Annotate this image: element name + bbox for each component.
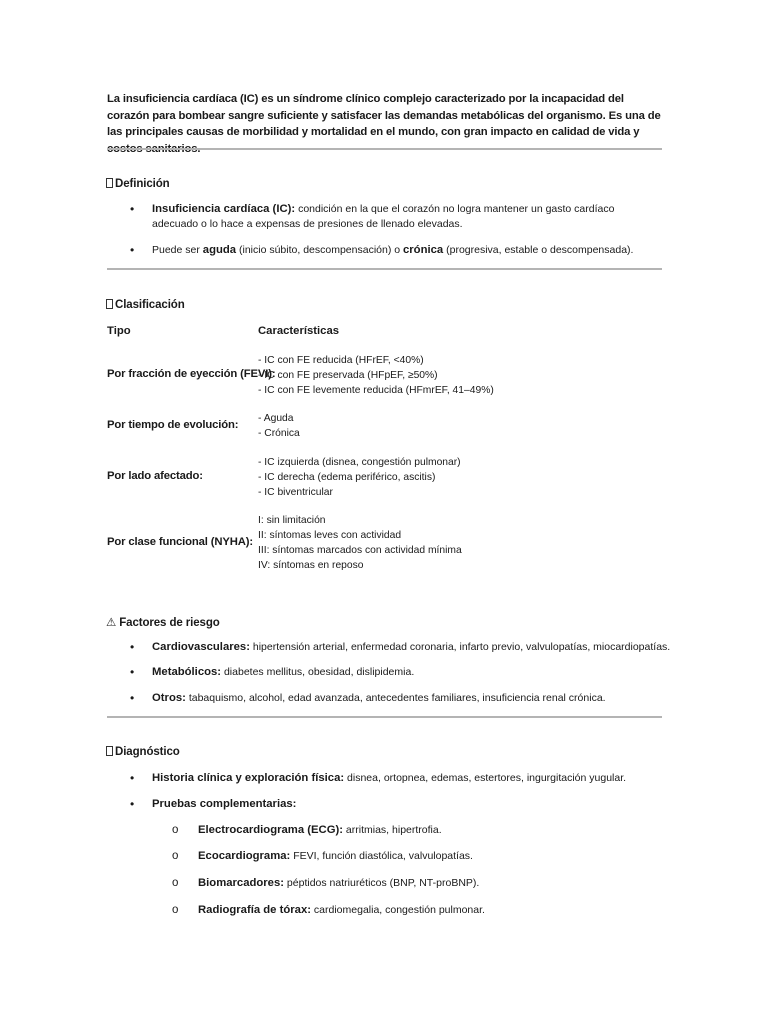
table-row-tipo: Por tiempo de evolución: bbox=[107, 419, 239, 431]
table-row-tipo: Por clase funcional (NYHA): bbox=[107, 536, 253, 548]
section-heading-factores: ⚠ Factores de riesgo bbox=[106, 617, 220, 629]
table-row-tipo: Por fracción de eyección (FEVI): bbox=[107, 368, 276, 380]
divider bbox=[107, 148, 662, 150]
circle-bullet-icon: o bbox=[172, 850, 179, 862]
missing-glyph-icon bbox=[106, 299, 113, 309]
section-heading-definicion: Definición bbox=[106, 178, 170, 190]
section-heading-clasificacion: Clasificación bbox=[106, 299, 185, 311]
section-heading-diagnostico: Diagnóstico bbox=[106, 746, 180, 758]
circle-bullet-icon: o bbox=[172, 824, 179, 836]
table-row-tipo: Por lado afectado: bbox=[107, 470, 203, 482]
bullet-icon: • bbox=[130, 665, 135, 679]
intro-paragraph: La insuficiencia cardíaca (IC) es un síndrome clínico complejo caracterizado por la incapacidad del corazón para bombear sangre suficiente y satisfacer las demandas metabólicas del organismo. Es una de las principales causas de morbilidad y mortalidad en el mundo, con gran impacto en calidad de vida y costos sanitarios. bbox=[107, 93, 661, 155]
missing-glyph-icon bbox=[106, 178, 113, 188]
bullet-icon: • bbox=[130, 640, 135, 654]
table-row-caracteristicas: I: sin limitación II: síntomas leves con actividad III: síntomas marcados con actividad mínima IV: síntomas en reposo bbox=[258, 515, 462, 571]
table-row-caracteristicas: - IC izquierda (disnea, congestión pulmonar) - IC derecha (edema periférico, ascitis) - IC biventricular bbox=[258, 457, 461, 498]
bullet-icon: • bbox=[130, 797, 135, 811]
bullet-icon: • bbox=[130, 243, 135, 257]
table-header-tipo: Tipo bbox=[107, 325, 131, 337]
bullet-icon: • bbox=[130, 691, 135, 705]
missing-glyph-icon bbox=[106, 746, 113, 756]
table-row-caracteristicas: - Aguda - Crónica bbox=[258, 413, 300, 439]
circle-bullet-icon: o bbox=[172, 877, 179, 889]
table-header-caracteristicas: Características bbox=[258, 325, 340, 337]
divider bbox=[107, 716, 662, 718]
table-row-caracteristicas: - IC con FE reducida (HFrEF, <40%) - IC con FE preservada (HFpEF, ≥50%) - IC con FE levemente reducida (HFmrEF, 41–49%) bbox=[258, 355, 494, 396]
bullet-icon: • bbox=[130, 202, 135, 216]
document-page: La insuficiencia cardíaca (IC) es un síndrome clínico complejo caracterizado por la incapacidad del corazón para bombear sangre suficiente y satisfacer las demandas metabólicas del organismo. Es una de las principales causas de morbilidad y mortalidad en el mundo, con gran impacto en calidad de vida y costos sanitarios. Definición • Insuficiencia cardíaca (IC): condición en la que el corazón no logra mantener un gasto cardíaco adecuado o lo hace a expensas de presiones de llenado elevadas. • Puede ser aguda (inicio súbito, descompensación) o crónica (progresiva, estable o descompensada). Clasificación Tipo Características Por fracción de eyección (FEVI): - IC con FE reducida (HFrEF, <40%) - IC con FE preservada (HFpEF, ≥50%) - IC con FE levemente reducida (HFmrEF, 41–49%) Por tiempo de evolución: - Aguda - Crónica Por lado afectado: - IC izquierda (disnea, congestión pulmonar) - IC derecha (edema periférico, ascitis) - IC biventricular Por clase funcional (NYHA): I: sin limitación II: síntomas leves con actividad III: síntomas marcados con actividad mínima IV: síntomas en reposo ⚠ Factores de riesgo • Cardiovasculares: hipertensión arterial, enfermedad coronaria, infarto previo, valvulopatías, miocardiopatías. • Metabólicos: diabetes mellitus, obesidad, dislipidemia. • Otros: tabaquismo, alcohol, edad avanzada, antecedentes familiares, insuficiencia renal crónica. Diagnóstico • Historia clínica y exploración física: disnea, ortopnea, edemas, estertores, ingurgitación yugular. • Pruebas complementarias: o Electrocardiograma (ECG): arritmias, hipertrofia. o Ecocardiograma: FEVI, función diastólica, valvulopatías. o Biomarcadores: péptidos natriuréticos (BNP, NT-proBNP). o Radiografía de tórax: cardiomegalia, congestión pulmonar. bbox=[106, 93, 671, 916]
circle-bullet-icon: o bbox=[172, 904, 179, 916]
bullet-icon: • bbox=[130, 771, 135, 785]
warning-icon: ⚠ bbox=[106, 617, 117, 629]
divider bbox=[107, 268, 662, 270]
